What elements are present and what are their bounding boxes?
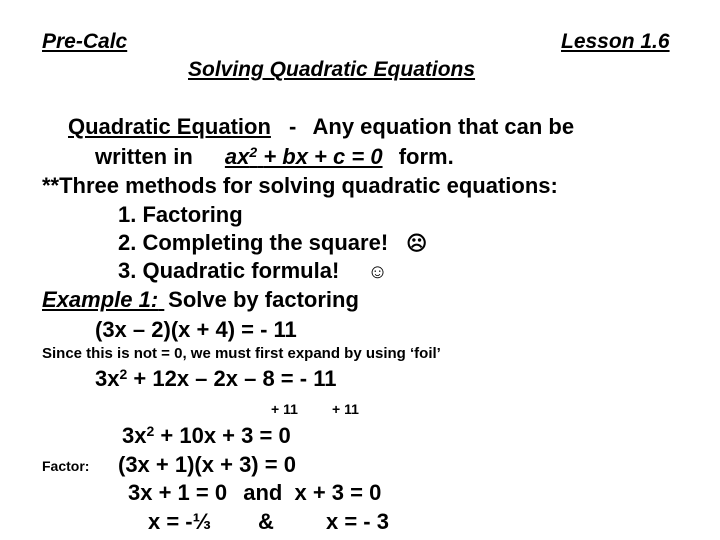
- factored-equation: (3x + 1)(x + 3) = 0: [118, 452, 296, 477]
- method-item-quadratic-formula: [118, 260, 388, 282]
- zero-product-line: [128, 482, 381, 504]
- add-eleven-left: + 11: [271, 401, 298, 417]
- standard-form-rest: + bx + c = 0: [263, 144, 383, 169]
- standard-form-ax: ax: [224, 144, 250, 169]
- simplified-exponent: 2: [146, 423, 155, 439]
- simplified-rest: + 10x + 3 = 0: [160, 423, 291, 448]
- example-line: [42, 289, 359, 311]
- simplified-equation: [122, 425, 291, 447]
- expanded-exponent: 2: [119, 366, 128, 382]
- solution-and: &: [258, 509, 274, 534]
- solution-left: x = -⅓: [148, 509, 211, 534]
- zero-and: and: [243, 480, 283, 505]
- definition-form-word: form.: [398, 144, 454, 169]
- example-label: Example 1:: [42, 287, 159, 312]
- solution-right: x = - 3: [326, 509, 389, 534]
- zero-factor-2: x + 3 = 0: [294, 480, 382, 505]
- method-label: 3. Quadratic formula!: [118, 258, 340, 283]
- definition-line-1: [68, 116, 574, 138]
- add-eleven-right: + 11: [332, 401, 359, 417]
- simplified-term: 3x: [122, 423, 147, 448]
- method-label: 2. Completing the square!: [118, 230, 389, 255]
- example-underline-gap: [158, 289, 168, 311]
- standard-form-exponent: 2: [249, 144, 258, 160]
- expanded-term: 3x: [95, 366, 120, 391]
- example-note: Since this is not = 0, we must first expand by using ‘foil’: [42, 345, 441, 362]
- factor-label: Factor:: [42, 458, 90, 474]
- method-item-completing-square: [118, 232, 427, 254]
- lesson-number: Lesson 1.6: [561, 30, 670, 53]
- definition-written-in: written in: [95, 144, 193, 169]
- standard-form: [225, 144, 383, 169]
- example-equation: (3x – 2)(x + 4) = - 11: [95, 317, 297, 342]
- definition-text: Any equation that can be: [312, 114, 575, 139]
- expanded-equation: [95, 368, 336, 390]
- frowning-face-icon: ☹: [406, 233, 428, 255]
- methods-heading: **Three methods for solving quadratic equations:: [42, 173, 558, 198]
- definition-dash: -: [289, 114, 297, 139]
- definition-line-2: [95, 146, 454, 168]
- method-item-factoring: [118, 204, 243, 226]
- method-label: 1. Factoring: [118, 202, 243, 227]
- page-title: Solving Quadratic Equations: [188, 58, 476, 81]
- zero-factor-1: 3x + 1 = 0: [128, 480, 228, 505]
- smiling-face-icon: ☺: [367, 261, 388, 283]
- definition-term: Quadratic Equation: [68, 114, 271, 139]
- expanded-rest: + 12x – 2x – 8 = - 11: [133, 366, 337, 391]
- example-instruction: Solve by factoring: [168, 287, 359, 312]
- course-name: Pre-Calc: [42, 30, 128, 53]
